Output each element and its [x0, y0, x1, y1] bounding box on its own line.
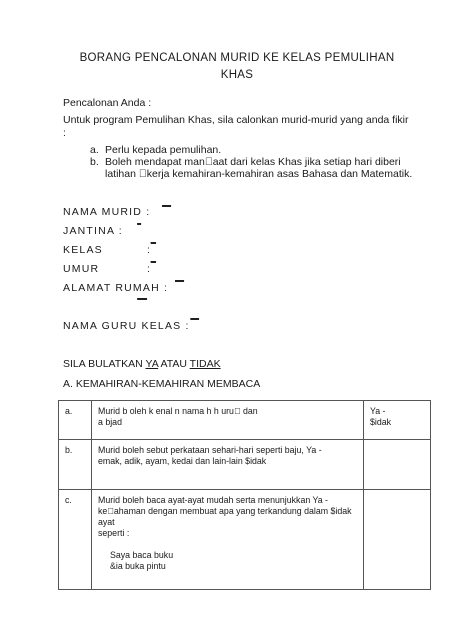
list-marker-a: a. [90, 144, 99, 156]
alamat-rumah-label: ALAMAT RUMAH : [63, 282, 169, 294]
jantina-label: JANTINA : [63, 225, 123, 237]
question-line: ke ahaman dengan membuat apa yang terkandung dalam $idak ayat [98, 506, 352, 527]
instruction-tidak: TIDAK [189, 358, 221, 370]
table-row [59, 440, 431, 490]
question-line: seperti : [98, 528, 130, 538]
list-marker-b: b. [90, 156, 99, 168]
question-line: emak, adik, ayam, kedai dan lain-lain $idak [98, 456, 267, 466]
example-sentence: Saya baca buku [110, 550, 174, 560]
nama-guru-kelas-label: NAMA GURU KELAS : [63, 320, 190, 332]
row-number: c. [59, 490, 92, 590]
list-item-a: Perlu kepada pemulihan. [105, 144, 222, 156]
nama-murid-label: NAMA MURID : [63, 206, 151, 218]
question-line: Murid b oleh k enal n nama h h uru  dan [98, 406, 258, 416]
kelas-colon: : [147, 244, 152, 256]
row-question [92, 440, 364, 490]
row-question [92, 490, 364, 590]
form-title-line1: BORANG PENCALONAN MURID KE KELAS PEMULIHAN [79, 52, 395, 64]
row-number: b. [59, 440, 92, 490]
intro-paragraph-line2: : [63, 127, 66, 139]
question-line: Murid boleh sebut perkataan sehari-hari seperti baju, Ya - [98, 445, 322, 455]
question-line: a bjad [98, 417, 122, 427]
answer-cell[interactable]: Ya - $idak [364, 401, 431, 440]
instruction-line [63, 358, 221, 371]
section-a-heading: A. KEMAHIRAN-KEMAHIRAN MEMBACA [63, 378, 261, 390]
answer-cell[interactable] [364, 490, 431, 590]
example-sentence: &ia buka pintu [110, 561, 166, 571]
form-title-line2: KHAS [220, 69, 254, 81]
table-row [59, 490, 431, 590]
instruction-pre: SILA BULATKAN [63, 358, 146, 370]
table-row [59, 401, 431, 440]
row-number: a. [59, 401, 92, 440]
umur-label: UMUR [63, 263, 100, 275]
instruction-ya: YA [145, 358, 159, 370]
list-item-b-line2: latihan  kerja kemahiran-kemahiran asas Bahasa dan Matematik. [105, 168, 413, 180]
intro-paragraph-line1: Untuk program Pemulihan Khas, sila calonkan murid-murid yang anda fikir [63, 114, 409, 126]
umur-colon: : [147, 263, 152, 275]
answer-cell[interactable] [364, 440, 431, 490]
kelas-label: KELAS [63, 244, 103, 256]
list-item-b-line1: Boleh mendapat man aat dari kelas Khas jika setiap hari diberi [105, 156, 401, 168]
skills-table [58, 400, 431, 590]
row-question [92, 401, 364, 440]
question-line: Murid boleh baca ayat-ayat mudah serta menunjukkan Ya - [98, 495, 328, 505]
intro-heading: Pencalonan Anda : [63, 97, 152, 109]
instruction-mid: ATAU [158, 358, 190, 370]
